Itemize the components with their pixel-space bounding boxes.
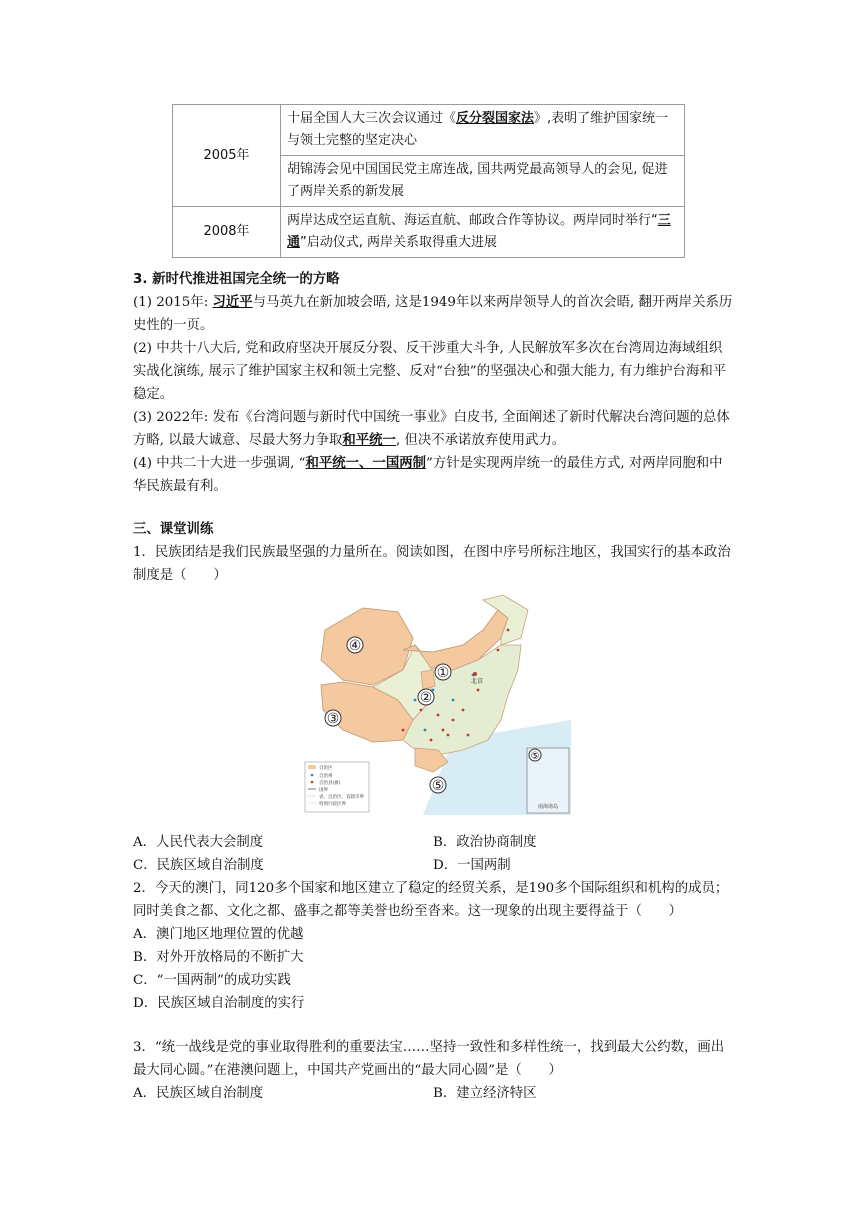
list-item: (4) 中共二十大进一步强调, “和平统一、一国两制”方针是实现两岸统一的最佳方式, 对两岸同胞和中华民族最有利。 <box>133 455 723 494</box>
event-cell: 胡锦涛会见中国国民党主席连战, 国共两党最高领导人的会见, 促进了两岸关系的新发展 <box>281 156 685 207</box>
table-row <box>173 207 685 258</box>
key-term: 习近平 <box>212 294 253 310</box>
question-1-options <box>133 831 733 877</box>
question-2 <box>133 877 733 1015</box>
marker-3: ③ <box>326 711 340 727</box>
marker-4: ④ <box>348 638 362 654</box>
table-row <box>173 105 685 156</box>
option-d[interactable]: D．民族区域自治制度的实行 <box>133 996 305 1011</box>
question-3 <box>133 1036 733 1082</box>
key-term: 和平统一 <box>342 432 396 448</box>
marker-1: ① <box>436 665 450 681</box>
option-c[interactable]: C．民族区域自治制度 <box>133 858 264 873</box>
timeline-table <box>172 104 685 258</box>
question-3-stem: 3．“统一战线是党的事业取得胜利的重要法宝……坚持一致性和多样性统一，找到最大公约数，画出最大同心圆。”在港澳问题上，中国共产党画出的“最大同心圆”是（ ） <box>133 1040 725 1078</box>
year-cell: 2008年 <box>173 207 281 258</box>
svg-text:自治县(旗): 自治县(旗) <box>319 781 341 786</box>
svg-text:自治区: 自治区 <box>319 766 333 771</box>
list-item: (3) 2022年: 发布《台湾问题与新时代中国统一事业》白皮书, 全面阐述了新时代解决台湾问题的总体方略, 以最大诚意、尽最大努力争取和平统一, 但决不承诺放弃使用武力。 <box>133 410 730 448</box>
option-a[interactable]: A．澳门地区地理位置的优越 <box>133 927 304 942</box>
capital-label: 北京 <box>471 678 484 685</box>
china-autonomous-regions-map <box>303 590 571 815</box>
key-term: 反分裂国家法 <box>456 111 535 126</box>
section-heading: 3. 新时代推进祖国完全统一的方略 <box>133 272 340 287</box>
key-term: 和平统一、一国两制 <box>305 455 427 471</box>
marker-2: ② <box>419 690 433 706</box>
marker-5-inset: ⑤ <box>530 751 540 762</box>
question-2-stem: 2．今天的澳门，同120多个国家和地区建立了稳定的经贸关系，是190多个国际组织和机构的成员；同时美食之都、文化之都、盛事之都等美誉也纷至沓来。这一现象的出现主要得益于（ ） <box>133 881 729 919</box>
question-1-stem: 1．民族团结是我们民族最坚强的力量所在。阅读如图，在图中序号所标注地区，我国实行的基本政治制度是（ ） <box>133 545 731 583</box>
section-3 <box>133 268 733 498</box>
practice-heading: 三、课堂训练 <box>133 522 214 537</box>
svg-text:自治州: 自治州 <box>319 774 333 779</box>
year-cell: 2005年 <box>173 105 281 207</box>
option-b[interactable]: B．建立经济特区 <box>433 1086 537 1101</box>
marker-5: ⑤ <box>431 778 445 794</box>
option-b[interactable]: B．对外开放格局的不断扩大 <box>133 950 304 965</box>
svg-text:特别行政区界: 特别行政区界 <box>319 802 346 807</box>
svg-text:国界: 国界 <box>319 788 328 793</box>
option-d[interactable]: D．一国两制 <box>433 858 511 873</box>
option-c[interactable]: C．“一国两制”的成功实践 <box>133 973 291 988</box>
list-item: (1) 2015年: 习近平与马英九在新加坡会晤, 这是1949年以来两岸领导人的首次会晤, 翻开两岸关系历史性的一页。 <box>133 294 733 333</box>
option-a[interactable]: A．民族区域自治制度 <box>133 1086 264 1101</box>
key-term: 三通 <box>287 213 671 250</box>
list-item: (2) 中共十八大后, 党和政府坚决开展反分裂、反干涉重大斗争, 人民解放军多次在台湾周边海域组织实战化演练, 展示了维护国家主权和领土完整、反对“台独”的坚强决心和强大能力, 有力维护台海和平稳定。 <box>133 341 727 402</box>
inset-label: 南海诸岛 <box>537 804 559 810</box>
option-a[interactable]: A．人民代表大会制度 <box>133 835 264 850</box>
option-b[interactable]: B．政治协商制度 <box>433 835 537 850</box>
practice-section <box>133 518 733 587</box>
region-ningxia <box>421 670 435 690</box>
svg-text:省、自治区、直辖市界: 省、自治区、直辖市界 <box>319 795 364 800</box>
question-3-options <box>133 1082 733 1105</box>
event-cell: 十届全国人大三次会议通过《反分裂国家法》,表明了维护国家统一与领土完整的坚定决心 <box>281 105 685 156</box>
event-cell: 两岸达成空运直航、海运直航、邮政合作等协议。两岸同时举行“三通”启动仪式, 两岸关系取得重大进展 <box>281 207 685 258</box>
